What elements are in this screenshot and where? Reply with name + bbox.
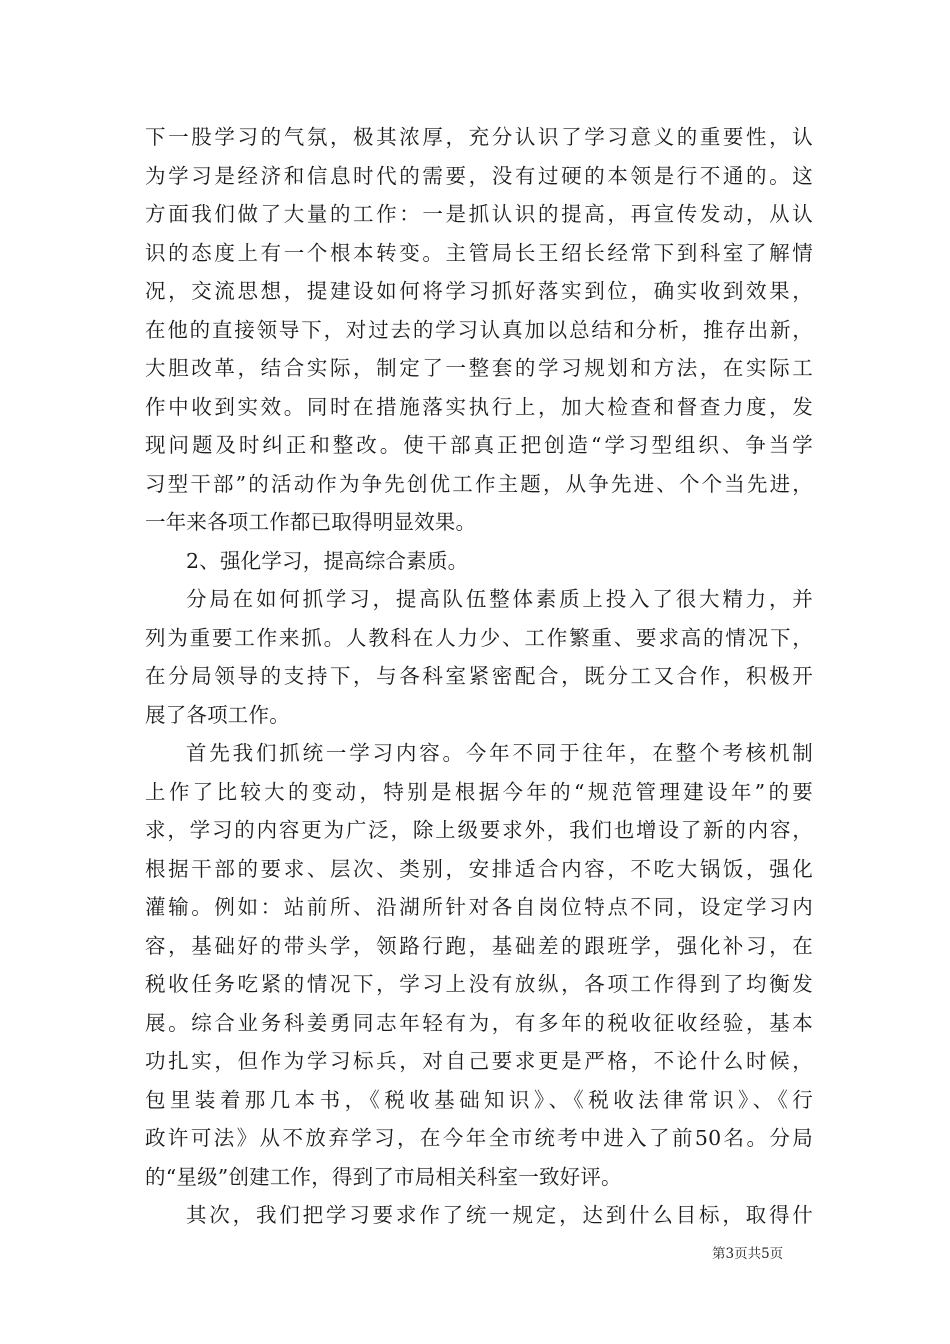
text-line: 为学习是经济和信息时代的需要，没有过硬的本领是行不通的。这 [145, 163, 813, 188]
text-line: 在他的直接领导下，对过去的学习认真加以总结和分析，推存出新， [145, 317, 813, 342]
text-line: 下一股学习的气氛，极其浓厚，充分认识了学习意义的重要性，认 [145, 125, 813, 149]
text-line: 首先我们抓统一学习内容。今年不同于往年，在整个考核机制 [186, 741, 813, 765]
text-line: 2、强化学习，提高综合素质。 [186, 548, 469, 573]
text-line: 方面我们做了大量的工作：一是抓认识的提高，再宣传发动，从认 [145, 202, 813, 226]
text-line: 根据干部的要求、层次、类别，安排适合内容，不吃大锅饭，强化 [145, 856, 813, 881]
text-line: 功扎实，但作为学习标兵，对自己要求更是严格，不论什么时候， [145, 1049, 813, 1073]
text-line: 上作了比较大的变动，特别是根据今年的“规范管理建设年”的要 [145, 779, 813, 804]
text-line: 求，学习的内容更为广泛，除上级要求外，我们也增设了新的内容， [145, 818, 813, 842]
text-line: 作中收到实效。同时在措施落实执行上，加大检查和督查力度，发 [145, 394, 813, 419]
text-line: 分局在如何抓学习，提高队伍整体素质上投入了很大精力，并 [186, 587, 813, 611]
text-line: 况，交流思想，提建设如何将学习抓好落实到位，确实收到效果， [145, 279, 813, 303]
text-line: 的“星级”创建工作，得到了市局相关科室一致好评。 [145, 1164, 622, 1189]
page-number-footer: 第3页共5页 [712, 1246, 784, 1262]
text-line: 识的态度上有一个根本转变。主管局长王绍长经常下到科室了解情 [145, 240, 813, 265]
text-line: 现问题及时纠正和整改。使干部真正把创造“学习型组织、争当学 [145, 433, 813, 457]
text-line: 在分局领导的支持下，与各科室紧密配合，既分工又合作，积极开 [145, 664, 813, 688]
text-line: 税收任务吃紧的情况下，学习上没有放纵，各项工作得到了均衡发 [145, 972, 813, 996]
text-line: 一年来各项工作都已取得明显效果。 [145, 510, 477, 534]
text-line: 展了各项工作。 [145, 702, 290, 727]
text-line: 其次，我们把学习要求作了统一规定，达到什么目标，取得什 [186, 1203, 813, 1227]
text-line: 列为重要工作来抓。人教科在人力少、工作繁重、要求高的情况下， [145, 625, 813, 650]
text-line: 习型干部”的活动作为争先创优工作主题，从争先进、个个当先进， [145, 471, 813, 496]
text-line: 展。综合业务科姜勇同志年轻有为，有多年的税收征收经验，基本 [145, 1010, 813, 1035]
text-line: 包里装着那几本书，《税收基础知识》、《税收法律常识》、《行 [145, 1087, 813, 1112]
text-line: 大胆改革，结合实际，制定了一整套的学习规划和方法，在实际工 [145, 356, 813, 380]
text-line: 灌输。例如：站前所、沿湖所针对各自岗位特点不同，设定学习内 [145, 895, 813, 919]
document-body [145, 118, 813, 1235]
text-line: 政许可法》从不放弃学习，在今年全市统考中进入了前50名。分局 [145, 1126, 813, 1150]
text-line: 容，基础好的带头学，领路行跑，基础差的跟班学，强化补习，在 [145, 933, 813, 958]
